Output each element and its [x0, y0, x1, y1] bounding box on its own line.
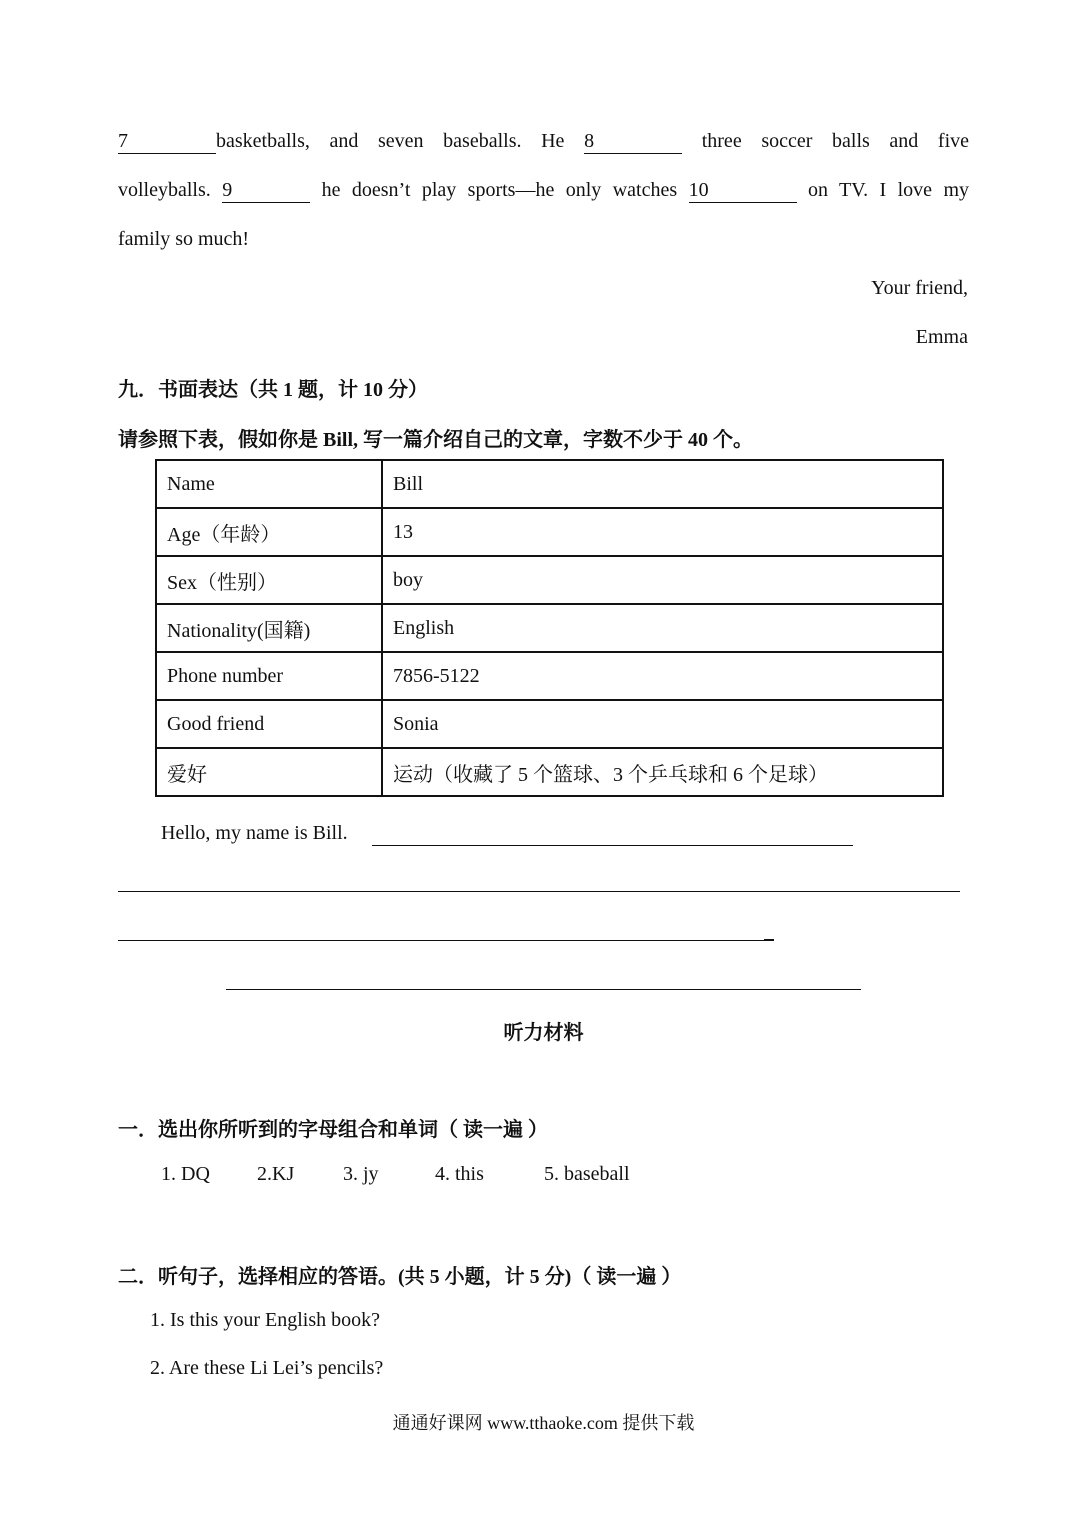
passage-text: basketballs, and seven baseballs. He — [216, 130, 565, 152]
option-item: 2.KJ — [257, 1163, 295, 1185]
section-9-instruction: 请参照下表，假如你是 Bill, 写一篇介绍自己的文章，字数不少于 40 个。 — [118, 429, 754, 451]
table-value: English — [382, 604, 943, 652]
table-value: boy — [382, 556, 943, 604]
table-row — [156, 748, 943, 796]
listening-part1-title: 一．选出你所听到的字母组合和单词（ 读一遍 ） — [118, 1119, 548, 1141]
table-label: Sex（性别） — [156, 556, 382, 604]
table-value: 运动（收藏了 5 个篮球、3 个乒乓球和 6 个足球） — [382, 748, 943, 796]
listening-part2-title: 二．听句子，选择相应的答语。(共 5 小题，计 5 分)（ 读一遍 ） — [118, 1266, 682, 1288]
table-label: Phone number — [156, 652, 382, 700]
option-item: 1. DQ — [161, 1163, 210, 1185]
listening-part1-items — [161, 1163, 630, 1186]
letter-closing: Your friend, — [871, 277, 968, 299]
info-table — [155, 459, 944, 797]
table-value: 7856-5122 — [382, 652, 943, 700]
table-label: Name — [156, 460, 382, 508]
table-row — [156, 460, 943, 508]
passage-text: on TV. I love my — [807, 179, 970, 201]
listening-title: 听力材料 — [503, 1022, 584, 1044]
option-item: 5. baseball — [544, 1163, 630, 1185]
table-label: 爱好 — [156, 748, 382, 796]
section-9-title: 九．书面表达（共 1 题，计 10 分） — [118, 379, 428, 401]
table-row — [156, 508, 943, 556]
table-label: Nationality(国籍) — [156, 604, 382, 652]
blank-9: 9 — [222, 180, 310, 203]
passage-text: he doesn’t play sports—he only watches — [321, 179, 678, 201]
table-row — [156, 652, 943, 700]
writing-line[interactable] — [118, 940, 774, 941]
option-item: 4. this — [435, 1163, 484, 1185]
writing-line[interactable] — [118, 891, 960, 892]
letter-signature: Emma — [915, 326, 968, 348]
listening-sentence: 2. Are these Li Lei’s pencils? — [150, 1357, 384, 1379]
writing-start: Hello, my name is Bill. — [161, 822, 348, 844]
table-value: 13 — [382, 508, 943, 556]
table-value: Bill — [382, 460, 943, 508]
table-row — [156, 556, 943, 604]
listening-sentence: 1. Is this your English book? — [150, 1309, 380, 1331]
line-mark — [764, 939, 774, 941]
table-value: Sonia — [382, 700, 943, 748]
passage-text: three soccer balls and five — [701, 130, 970, 152]
passage-line-3: family so much! — [118, 228, 250, 250]
table-label: Age（年龄） — [156, 508, 382, 556]
writing-line[interactable] — [226, 989, 861, 990]
blank-8: 8 — [584, 131, 682, 154]
passage-line-1 — [118, 130, 969, 154]
blank-7: 7 — [118, 131, 216, 154]
passage-text: volleyballs. — [118, 179, 211, 201]
option-item: 3. jy — [343, 1163, 379, 1185]
blank-10: 10 — [689, 180, 797, 203]
writing-line[interactable] — [372, 845, 853, 846]
passage-line-2 — [118, 179, 969, 203]
page-footer: 通通好课网 www.tthaoke.com 提供下载 — [392, 1413, 695, 1433]
table-row — [156, 700, 943, 748]
table-label: Good friend — [156, 700, 382, 748]
table-row — [156, 604, 943, 652]
